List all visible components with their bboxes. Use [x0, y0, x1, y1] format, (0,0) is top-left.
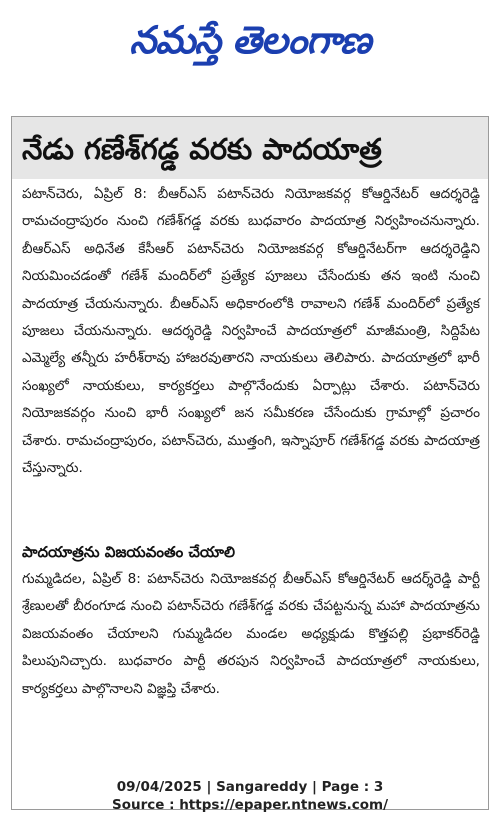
- article-headline: నేడు గణేశ్‌గడ్డ వరకు పాదయాత్ర: [22, 132, 382, 166]
- article-subheading: పాదయాత్రను విజయవంతం చేయాలి: [22, 543, 235, 561]
- edition-info: 09/04/2025 | Sangareddy | Page : 3: [116, 779, 384, 795]
- masthead: [0, 0, 500, 96]
- newspaper-logo: నమస్తే తెలంగాణ: [129, 18, 371, 62]
- source-credit: Source : https://epaper.ntnews.com/: [111, 797, 389, 813]
- article-paragraph-2: గుమ్మడిదల, ఏప్రిల్‌ 8: పటాన్‌చెరు నియోజకవర్గ బీఆర్‌ఎస్‌ కోఆర్డినేటర్‌ ఆదర్శ్‌రెడ్డి పార్టీ శ్రేణులతో బీరంగూడ నుంచి పటాన్‌చెరు గణేశ్‌గడ్డ వరకు చేపట్టనున్న మహా పాదయాత్రను విజయవంతం చేయాలని గుమ్మడిదల మండల అధ్యక్షుడు కొత్తపల్లి ప్రభాకర్‌రెడ్డి పిలుపునిచ్చారు. బుధవారం పార్టీ తరపున నిర్వహించే పాదయాత్రలో నాయకులు, కార్యకర్తలు పాల్గొనాలని విజ్ఞప్తి చేశారు.: [22, 571, 480, 697]
- article-paragraph-1: పటాన్‌చెరు, ఏప్రిల్‌ 8: బీఆర్‌ఎస్‌ పటాన్‌చెరు నియోజకవర్గ కోఆర్డినేటర్‌ ఆదర్శరెడ్డి రామచంద్రాపురం నుంచి గణేశ్‌గడ్డ వరకు బుధవారం పాదయాత్ర నిర్వహించనున్నారు. బీఆర్‌ఎస్‌ అధినేత కేసీఆర్‌ పటాన్‌చెరు నియోజకవర్గ కోఆర్డినేటర్‌గా ఆదర్శరెడ్డిని నియమించడంతో గణేశ్‌ మందిర్‌లో ప్రత్యేక పూజలు చేసేందుకు తన ఇంటి నుంచి పాదయాత్ర చేయనున్నారు. బీఆర్‌ఎస్‌ అధికారంలోకి రావాలని గణేశ్‌ మందిర్‌లో ప్రత్యేక పూజలు చేయనున్నారు. ఆదర్శరెడ్డి నిర్వహించే పాదయాత్రలో మాజీమంత్రి, సిద్దిపేట ఎమ్మెల్యే తన్నీరు హరీశ్‌రావు హాజరవుతారని నాయకులు తెలిపారు. పాదయాత్రలో భారీ సంఖ్యలో నాయకులు, కార్యకర్తలు పాల్గొనేందుకు ఏర్పాట్లు చేశారు. పటాన్‌చెరు నియోజకవర్గం నుంచి భారీ సంఖ్యలో జన సమీకరణ చేసేందుకు గ్రామాల్లో ప్రచారం చేశారు. రామచంద్రాపురం, పటాన్‌చెరు, ముత్తంగి, ఇస్నాపూర్‌ గణేశ్‌గడ్డ వరకు పాదయాత్ర చేస్తున్నారు.: [22, 186, 480, 477]
- article-clipping: [11, 116, 489, 810]
